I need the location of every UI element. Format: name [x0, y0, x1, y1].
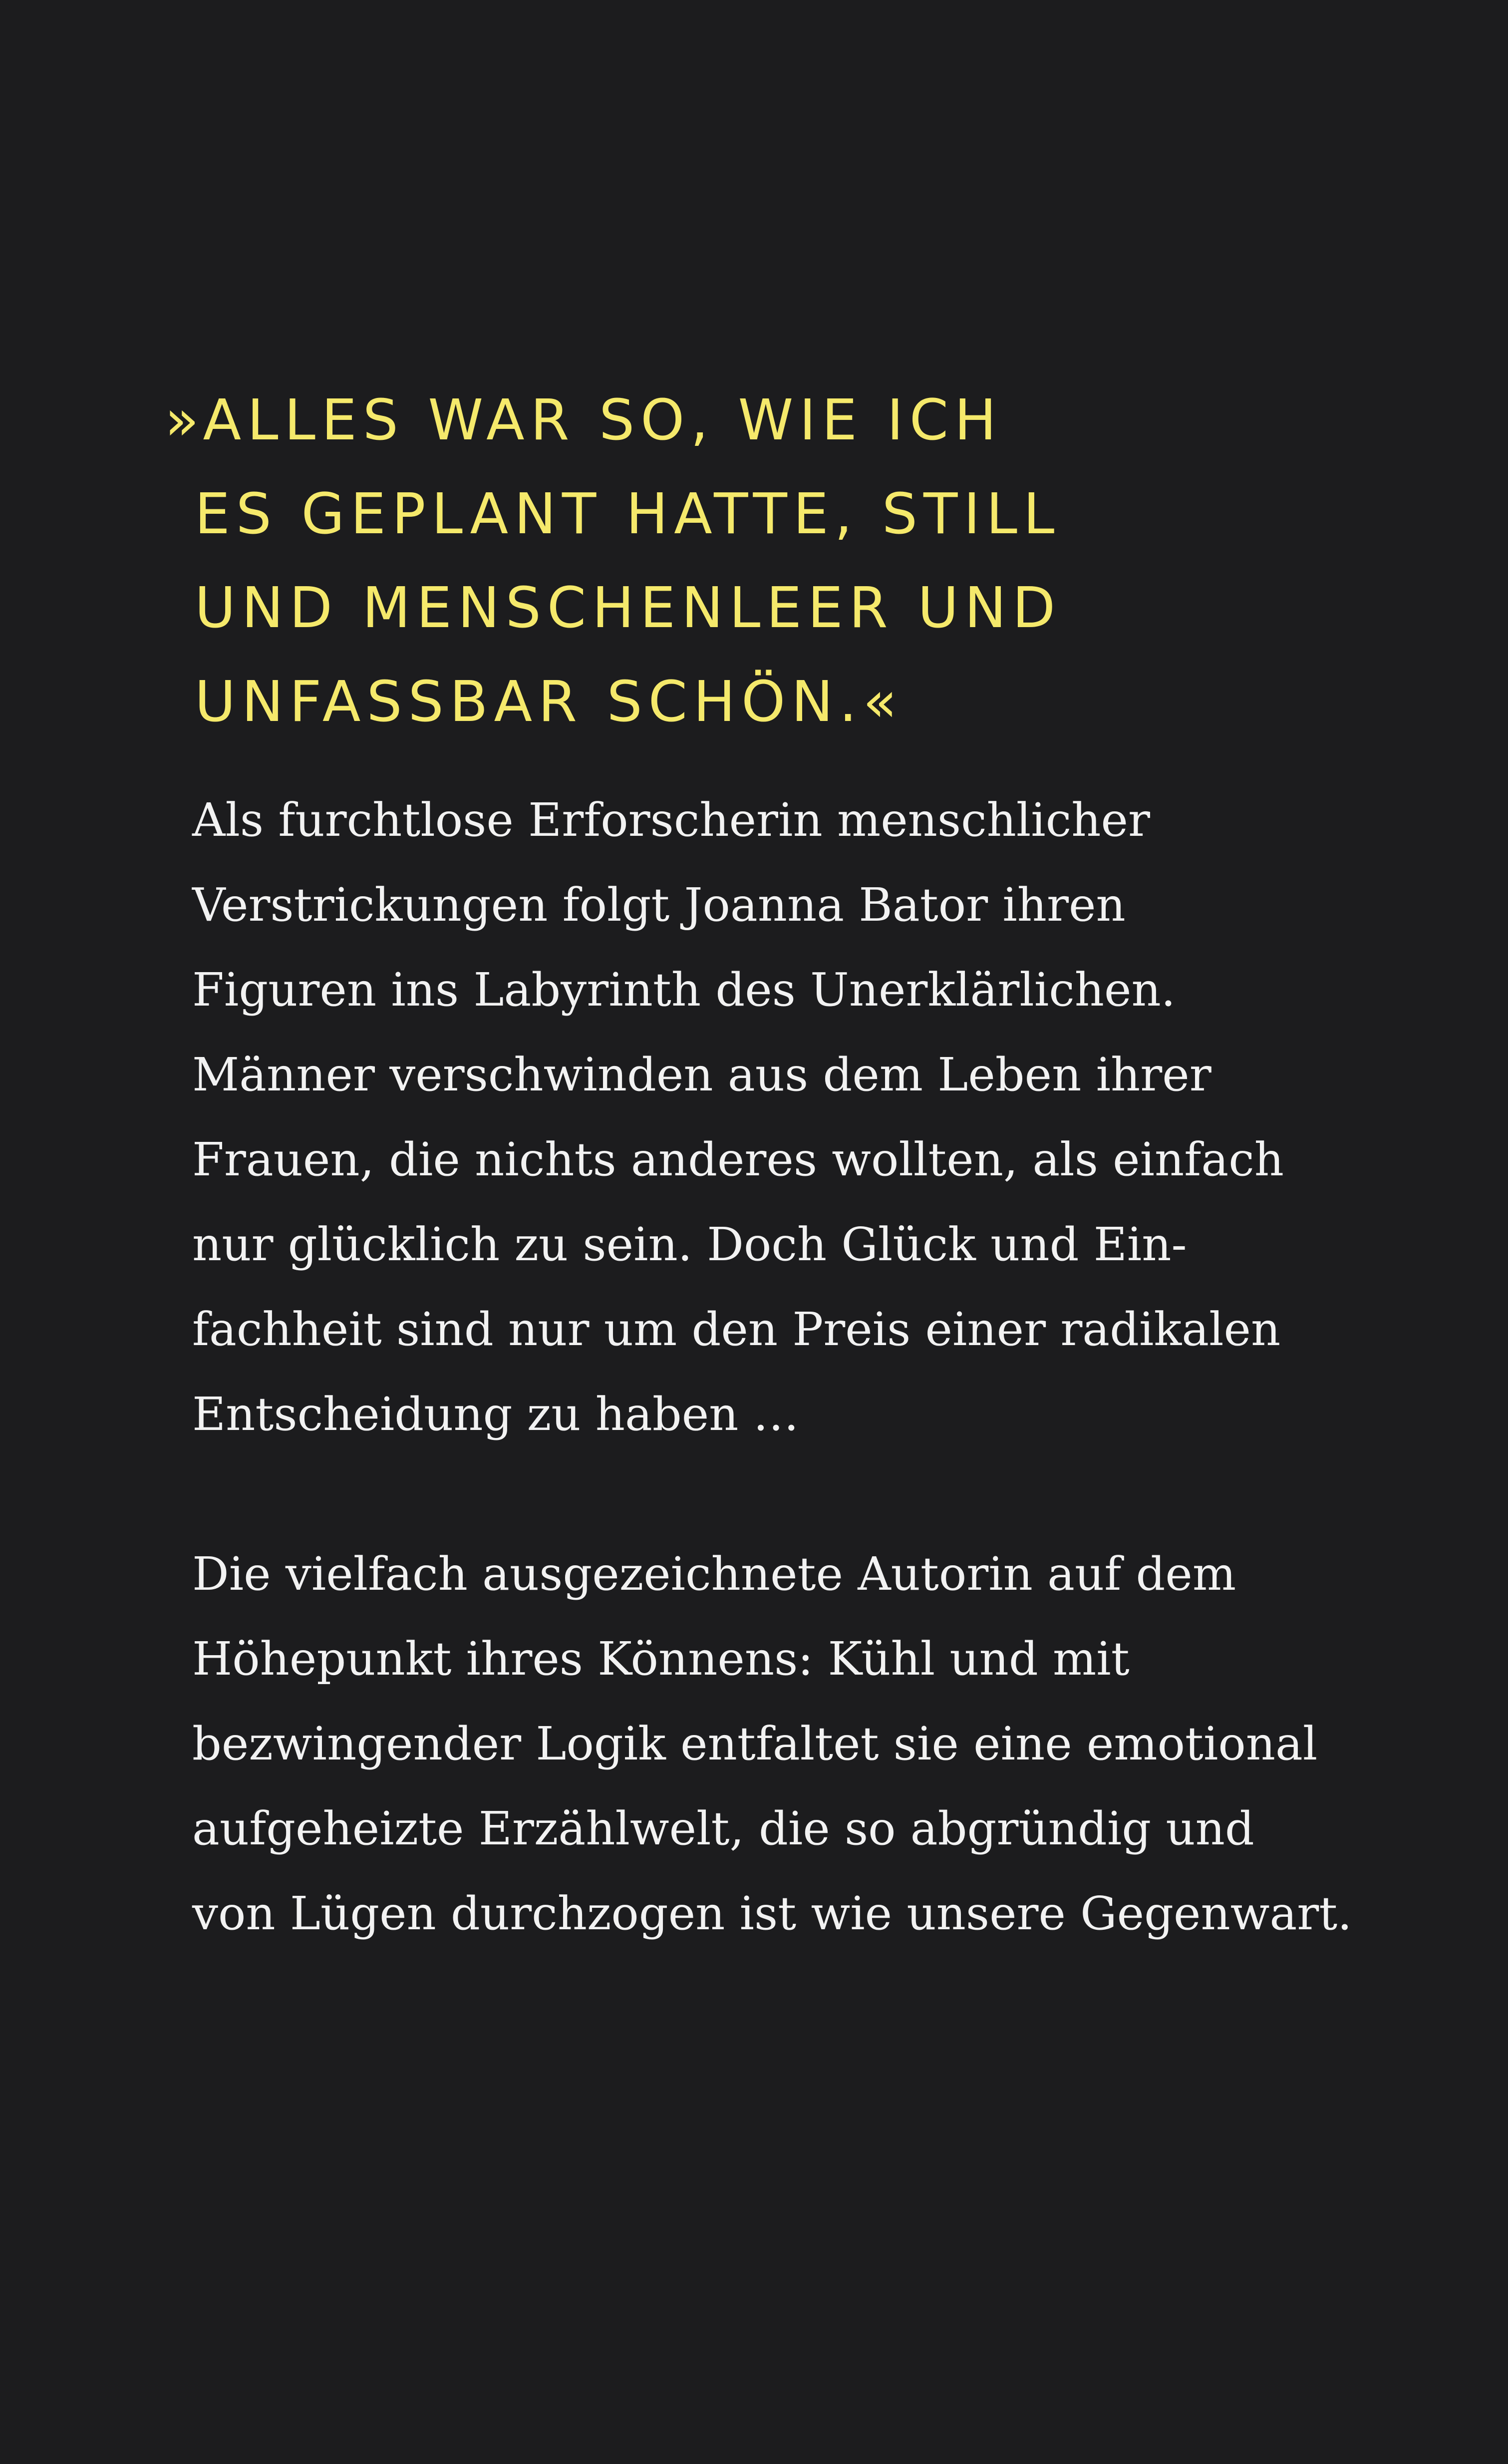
blurb-line: Figuren ins Labyrinth des Unerklärlichen.	[192, 963, 1176, 1017]
quote-line: UNFASSBAR SCHÖN.«	[195, 670, 904, 734]
blurb-line: Als furchtlose Erforscherin menschlicher	[192, 793, 1150, 847]
blurb-line: Männer verschwinden aus dem Leben ihrer	[192, 1048, 1211, 1101]
blurb-line: Frauen, die nichts anderes wollten, als einfach	[192, 1133, 1284, 1186]
blurb-line: bezwingender Logik entfaltet sie eine emotional	[192, 1717, 1318, 1770]
blurb-line: aufgeheizte Erzählwelt, die so abgründig und	[192, 1802, 1254, 1855]
blurb-line: nur glücklich zu sein. Doch Glück und Ein-	[192, 1218, 1187, 1271]
quote-line: ES GEPLANT HATTE, STILL	[195, 482, 1061, 547]
pull-quote	[165, 373, 1413, 749]
quote-line: UND MENSCHENLEER UND	[195, 576, 1062, 641]
blurb-paragraph-2	[192, 1532, 1390, 1956]
quote-line: »ALLES WAR SO, WIE ICH	[165, 388, 1003, 453]
blurb-line: Die vielfach ausgezeichnete Autorin auf dem	[192, 1547, 1236, 1601]
blurb-paragraph-1	[192, 778, 1390, 1457]
blurb-line: Verstrickungen folgt Joanna Bator ihren	[192, 878, 1126, 932]
blurb-line: fachheit sind nur um den Preis einer radikalen	[192, 1303, 1281, 1356]
blurb-line: von Lügen durchzogen ist wie unsere Gegenwart.	[192, 1887, 1352, 1940]
blurb-line: Höhepunkt ihres Könnens: Kühl und mit	[192, 1632, 1130, 1686]
blurb-line: Entscheidung zu haben …	[192, 1388, 799, 1441]
